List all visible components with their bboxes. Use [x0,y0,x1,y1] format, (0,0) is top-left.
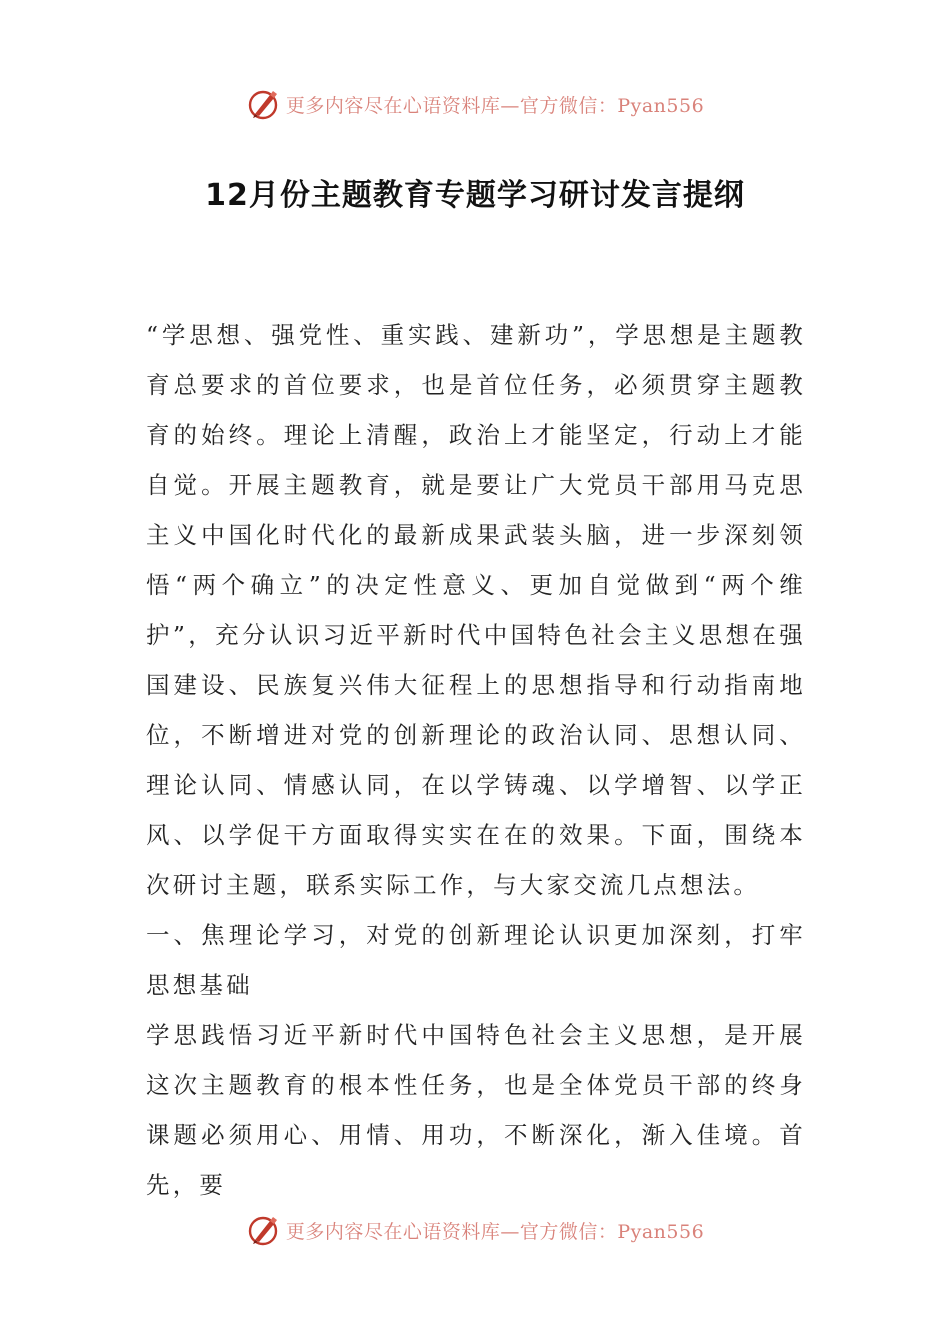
pen-circle-logo-icon [246,1212,282,1248]
paragraph-section-1: 学思践悟习近平新时代中国特色社会主义思想，是开展这次主题教育的根本性任务，也是全体党员干部的终身课题必须用心、用情、用功，不断深化，渐入佳境。首先，要 [146,1021,806,1199]
document-title: 12月份主题教育专题学习研讨发言提纲 [205,178,745,213]
paragraph-intro: “学思想、强党性、重实践、建新功”，学思想是主题教育总要求的首位要求，也是首位任务，必须贯穿主题教育的始终。理论上清醒，政治上才能坚定，行动上才能自觉。开展主题教育，就是要让广大党员干部用马克思主义中国化时代化的最新成果武装头脑，进一步深刻领悟“两个确立”的决定性意义、更加自觉做到“两个维护”，充分认识习近平新时代中国特色社会主义思想在强国建设、民族复兴伟大征程上的思想指导和行动指南地位，不断增进对党的创新理论的政治认同、思想认同、理论认同、情感认同，在以学铸魂、以学增智、以学正风、以学促干方面取得实实在在的效果。下面，围绕本次研讨主题，联系实际工作，与大家交流几点想法。 [146,321,806,899]
watermark-footer [0,1210,950,1250]
document-body [146,310,806,1210]
watermark-text: 更多内容尽在心语资料库—官方微信：Pyan556 [285,94,705,117]
section-heading-1: 一、焦理论学习，对党的创新理论认识更加深刻，打牢思想基础 [146,921,806,999]
watermark-text: 更多内容尽在心语资料库—官方微信：Pyan556 [285,1220,705,1243]
pen-circle-logo-icon [246,86,282,122]
watermark-header [0,84,950,124]
